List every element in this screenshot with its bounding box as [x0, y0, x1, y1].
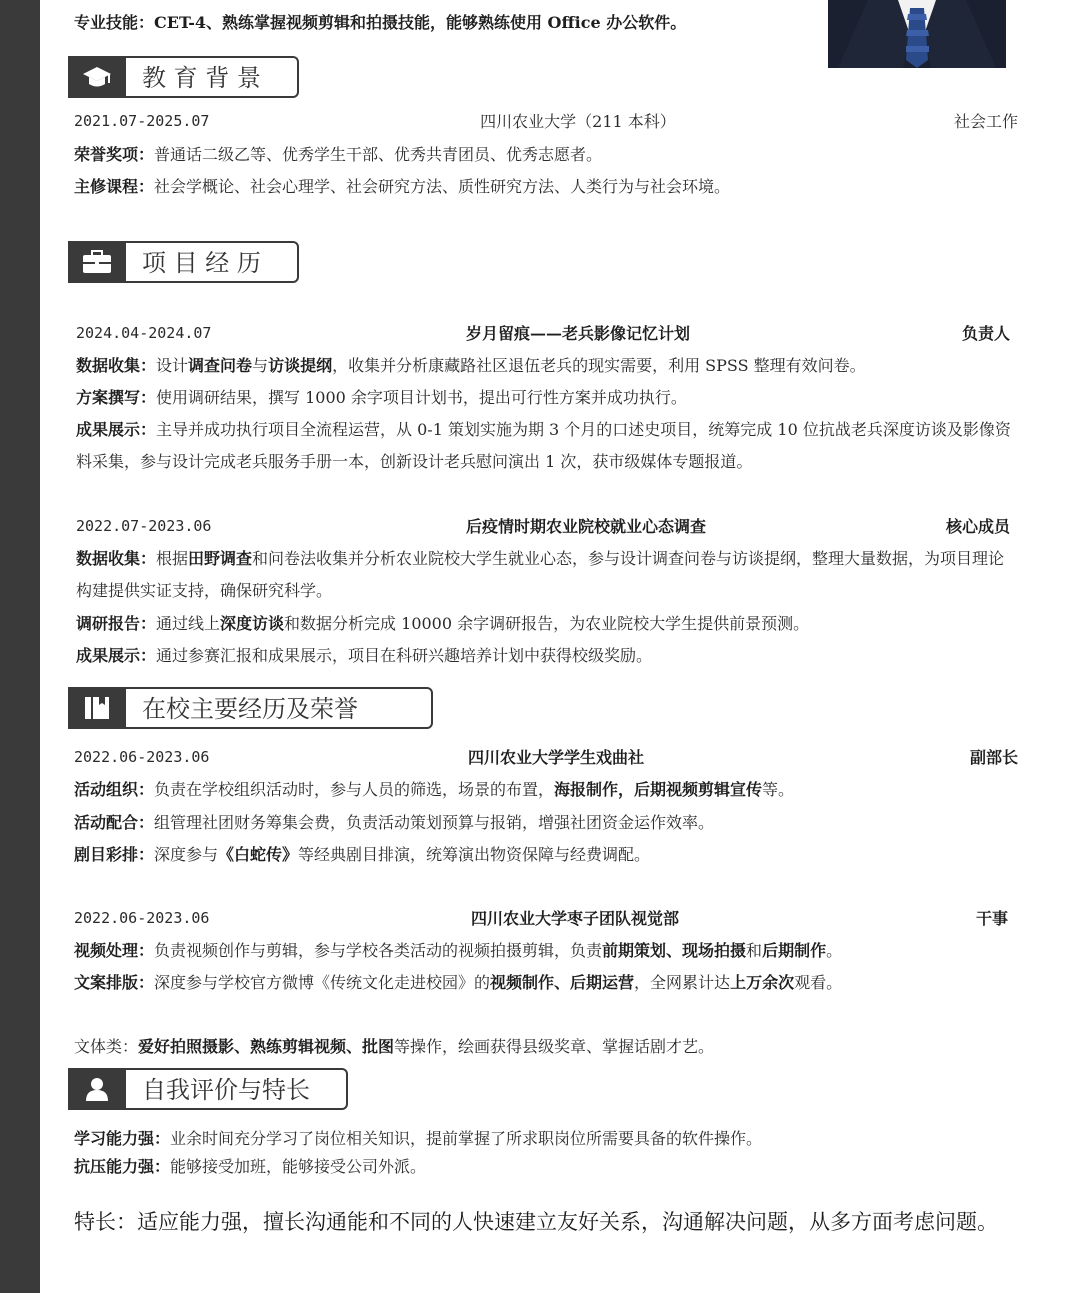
education-major: 社会工作: [953, 112, 1018, 131]
item-seg: 和数据分析完成 10000 余字调研报告，为农业院校大学生提供前景预测。: [284, 614, 810, 633]
project-2-role: 核心成员: [945, 517, 1010, 536]
education-courses: [74, 177, 730, 197]
item-seg-bold: 田野调查: [188, 549, 253, 568]
campus-1-item-2: [74, 813, 714, 833]
campus-2-item-2: [74, 973, 842, 993]
self-item-1: [74, 1129, 762, 1149]
item-label: 方案撰写：: [76, 388, 157, 407]
item-seg: 与: [252, 356, 269, 375]
book-icon: [68, 687, 126, 729]
item-seg-bold: 海报制作，后期视频剪辑宣传: [554, 780, 763, 799]
section-header-campus: [68, 687, 433, 729]
self-item-2: [74, 1157, 426, 1177]
education-honors: [74, 145, 602, 165]
item-label: 活动组织：: [74, 780, 155, 799]
project-1-item-2: [76, 388, 687, 408]
section-header-projects: [68, 241, 299, 283]
item-seg-bold: 后期制作: [762, 941, 827, 960]
item-label: 抗压能力强：: [74, 1157, 171, 1176]
campus-1-item-3: [74, 845, 650, 865]
item-seg-bold: 上万余次: [730, 973, 795, 992]
item-seg-bold: 访谈提纲: [268, 356, 333, 375]
campus-1-role: 副部长: [969, 748, 1018, 767]
item-label: 视频处理：: [74, 941, 155, 960]
item-seg-bold: 视频制作、后期运营: [490, 973, 635, 992]
section-title: 项 目 经 历: [142, 249, 261, 277]
item-seg: ，收集并分析康藏路社区退伍老兵的现实需要，利用 SPSS 整理有效问卷。: [332, 356, 866, 375]
profile-photo: [828, 0, 1006, 68]
campus-2-role: 干事: [975, 909, 1008, 928]
item-seg: 主导并成功执行项目全流程运营，从 0-1 策划实施为期 3 个月的口述史项目，统筹完成 10 位抗战老兵深度访谈及影像资料采集，参与设计完成老兵服务手册一本，创新设计老兵慰问演出 1 次，获市级媒体专题报道。: [76, 420, 1011, 471]
project-1-item-1: [76, 356, 866, 376]
section-header-education: [68, 56, 299, 98]
left-decorative-bar: [0, 0, 40, 1293]
section-title: 教 育 背 景: [142, 64, 261, 92]
item-seg: 和问卷法收集并分析农业院校大学生就业心态，参与设计调查问卷与访谈提纲，整理大量数据，为项目理论构建提供实证支持，确保研究科学。: [76, 549, 1005, 600]
campus-1-name: 四川农业大学学生戏曲社: [467, 748, 645, 767]
item-label: 成果展示：: [76, 646, 157, 665]
courses-label: 主修课程：: [74, 177, 155, 196]
item-label: 数据收集：: [76, 356, 157, 375]
item-text: 业余时间充分学习了岗位相关知识，提前掌握了所求职岗位所需要具备的软件操作。: [170, 1129, 763, 1148]
campus-2-item-1: [74, 941, 842, 961]
skills-line: [74, 13, 686, 33]
project-1-role: 负责人: [961, 324, 1010, 343]
project-2-item-3: [76, 646, 652, 666]
item-seg: 负责视频创作与剪辑，参与学校各类活动的视频拍摄剪辑，负责: [154, 941, 603, 960]
item-label: 活动配合：: [74, 813, 155, 832]
honors-text: 普通话二级乙等、优秀学生干部、优秀共青团员、优秀志愿者。: [154, 145, 603, 164]
item-seg-bold: 深度访谈: [220, 614, 285, 633]
campus-1-item-1: [74, 780, 794, 800]
item-seg: 等经典剧目排演，统筹演出物资保障与经费调配。: [298, 845, 651, 864]
item-seg: 深度参与学校官方微博《传统文化走进校园》的: [154, 973, 491, 992]
section-title: 在校主要经历及荣誉: [142, 695, 358, 723]
hobby-seg-bold: 爱好拍照摄影、熟练剪辑视频、批图: [138, 1037, 395, 1056]
project-2-name: 后疫情时期农业院校就业心态调查: [465, 517, 707, 536]
item-seg: 和: [746, 941, 763, 960]
item-label: 学习能力强：: [74, 1129, 171, 1148]
honors-label: 荣誉奖项：: [74, 145, 155, 164]
project-1-item-3: [76, 414, 1016, 478]
item-seg-bold: 调查问卷: [188, 356, 253, 375]
project-1-name: 岁月留痕——老兵影像记忆计划: [465, 324, 691, 343]
item-seg: 等。: [762, 780, 795, 799]
item-seg: ，全网累计达: [634, 973, 731, 992]
item-text: 能够接受加班，能够接受公司外派。: [170, 1157, 427, 1176]
item-label: 调研报告：: [76, 614, 157, 633]
item-label: 剧目彩排：: [74, 845, 155, 864]
item-seg: 负责在学校组织活动时，参与人员的筛选，场景的布置，: [154, 780, 555, 799]
item-seg: 根据: [156, 549, 189, 568]
skills-label: 专业技能：: [74, 13, 155, 32]
item-seg-bold: 《白蛇传》: [218, 845, 299, 864]
project-2-item-2: [76, 614, 809, 634]
campus-1-date: 2022.06-2023.06: [74, 748, 210, 766]
courses-text: 社会学概论、社会心理学、社会研究方法、质性研究方法、人类行为与社会环境。: [154, 177, 731, 196]
specialty-line: 特长：适应能力强，擅长沟通能和不同的人快速建立友好关系，沟通解决问题，从多方面考虑问题。: [74, 1210, 998, 1234]
project-1-date: 2024.04-2024.07: [76, 324, 212, 342]
education-date: 2021.07-2025.07: [74, 112, 210, 130]
campus-2-date: 2022.06-2023.06: [74, 909, 210, 927]
item-seg: 使用调研结果，撰写 1000 余字项目计划书，提出可行性方案并成功执行。: [156, 388, 687, 407]
item-seg: 观看。: [794, 973, 843, 992]
graduation-cap-icon: [68, 56, 126, 98]
campus-2-name: 四川农业大学枣子团队视觉部: [470, 909, 680, 928]
section-header-self: [68, 1068, 348, 1110]
education-school: 四川农业大学（211 本科）: [480, 112, 676, 131]
project-2-item-1: [76, 543, 1016, 607]
briefcase-icon: [68, 241, 126, 283]
hobby-seg: 等操作，绘画获得县级奖章、掌握话剧才艺。: [394, 1037, 715, 1056]
project-2-date: 2022.07-2023.06: [76, 517, 212, 535]
item-seg: 通过线上: [156, 614, 221, 633]
skills-text: CET-4、熟练掌握视频剪辑和拍摄技能，能够熟练使用 Office 办公软件。: [154, 13, 687, 32]
item-label: 数据收集：: [76, 549, 157, 568]
hobby-line: [74, 1037, 714, 1057]
item-seg: 组管理社团财务筹集会费，负责活动策划预算与报销，增强社团资金运作效率。: [154, 813, 715, 832]
item-label: 成果展示：: [76, 420, 157, 439]
person-icon: [68, 1068, 126, 1110]
item-seg: 。: [826, 941, 843, 960]
item-label: 文案排版：: [74, 973, 155, 992]
section-title: 自我评价与特长: [142, 1076, 310, 1104]
hobby-label: 文体类：: [74, 1037, 139, 1056]
item-seg-bold: 前期策划、现场拍摄: [602, 941, 747, 960]
item-seg: 通过参赛汇报和成果展示，项目在科研兴趣培养计划中获得校级奖励。: [156, 646, 653, 665]
item-seg: 设计: [156, 356, 189, 375]
item-seg: 深度参与: [154, 845, 219, 864]
